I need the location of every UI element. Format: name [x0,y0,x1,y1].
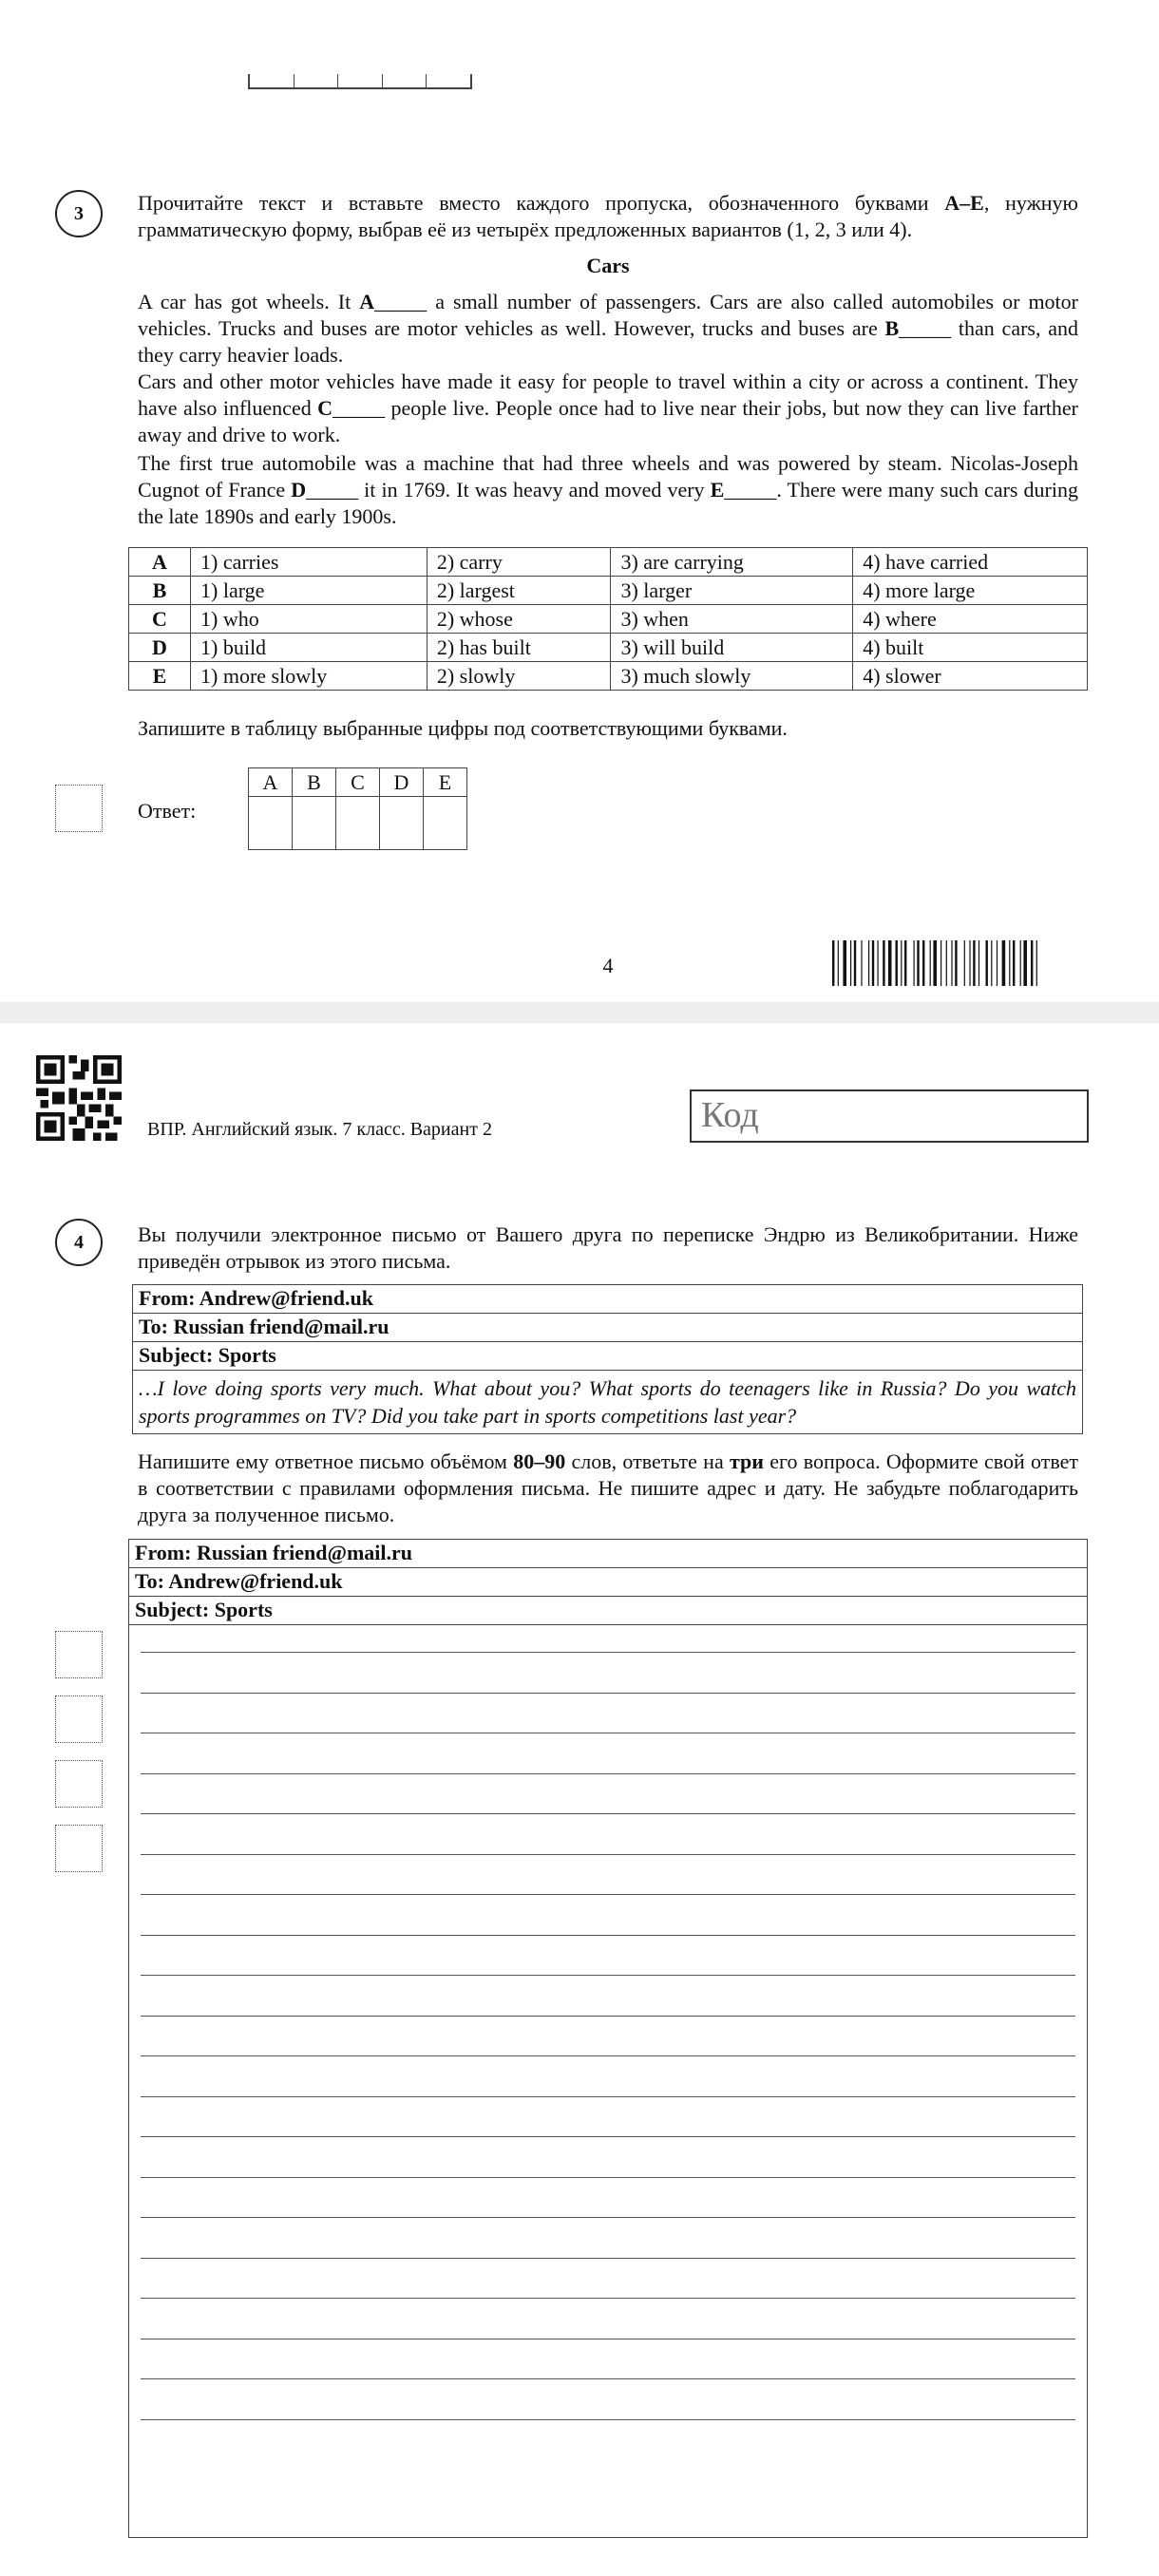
row-letter: C [129,605,191,634]
task-intro: Вы получили электронное письмо от Вашего друга по переписке Эндрю из Великобритании. Ниже приведён отрывок из этого письма. [138,1222,1078,1273]
score-box-2 [55,1695,103,1743]
answer-table [248,767,467,850]
gap-letter-a: A [359,290,375,313]
task-instruction [138,190,1078,243]
reply-writing-area[interactable] [129,1623,1087,2537]
option-2: 2) has built [427,634,611,662]
option-1: 1) large [191,577,428,605]
answer-header-e: E [424,768,467,797]
option-2: 2) whose [427,605,611,634]
qr-code-icon [36,1055,122,1141]
text-fragment: _____ than cars, and they carry heavier loads. [138,316,1078,367]
gap-letter-c: C [317,396,333,420]
writing-line [141,2217,1075,2218]
writing-line [141,1773,1075,1774]
options-row-d [129,634,1088,662]
page-4 [0,0,1159,1002]
option-4: 4) have carried [853,548,1088,577]
row-letter: A [129,548,191,577]
letter-from: From: Andrew@friend.uk [133,1285,1082,1314]
task-number-circle [55,1219,103,1266]
writing-line [141,1894,1075,1895]
answer-header-a: A [249,768,293,797]
friend-letter [132,1284,1083,1434]
header-text: ВПР. Английский язык. 7 класс. Вариант 2 [147,1119,492,1140]
answer-header-d: D [380,768,424,797]
score-box-3 [55,1760,103,1808]
row-letter: B [129,577,191,605]
writing-line [141,1652,1075,1653]
answer-cell-e[interactable] [424,797,467,850]
writing-line [141,2016,1075,2017]
option-4: 4) more large [853,577,1088,605]
code-label: Код [701,1095,759,1135]
options-table [128,547,1088,691]
gap-letter-d: D [291,478,307,502]
writing-line [141,1975,1075,1976]
task-number-circle [55,190,103,237]
text-fragment: _____ people live. People once had to live near their jobs, but now they can live farther away and drive to work. [138,396,1079,446]
text-fragment: A car has got wheels. It [138,290,360,313]
task-text: его вопроса. Оформите свой ответ в соответствии с правилами оформления письма. Не пишите адрес и дату. Не забудьте поблагодарить друга за полученное письмо. [138,1449,1078,1526]
row-letter: E [129,662,191,691]
text-fragment: The first true automobile was a machine that had three wheels and was powered by steam. Nicolas-Joseph Cugnot of France [138,451,1078,502]
text-fragment: _____. There were many such cars during the late 1890s and early 1900s. [138,478,1078,528]
text-paragraph-3 [138,450,1078,530]
score-box-1 [55,1631,103,1678]
writing-line [141,1854,1075,1855]
options-row-a [129,548,1088,577]
option-3: 3) much slowly [611,662,853,691]
option-4: 4) built [853,634,1088,662]
options-row-e [129,662,1088,691]
options-row-c [129,605,1088,634]
answer-cell-c[interactable] [336,797,380,850]
option-3: 3) when [611,605,853,634]
gap-letter-e: E [710,478,725,502]
writing-line [141,2055,1075,2056]
option-1: 1) more slowly [191,662,428,691]
score-box-4 [55,1825,103,1872]
writing-line [141,2298,1075,2299]
answer-header-c: C [336,768,380,797]
option-2: 2) largest [427,577,611,605]
letter-subject: Subject: Sports [133,1342,1082,1371]
writing-line [141,2258,1075,2259]
reply-to: To: Andrew@friend.uk [129,1568,1087,1597]
word-count: 80–90 [513,1449,566,1473]
option-1: 1) carries [191,548,428,577]
answer-cell-d[interactable] [380,797,424,850]
row-letter: D [129,634,191,662]
text-paragraph-1 [138,289,1078,369]
writing-line [141,1813,1075,1814]
answer-header-b: B [293,768,336,797]
text-fragment: _____ it in 1769. It was heavy and moved very [306,478,711,502]
reply-letter [128,1539,1088,2538]
answer-header-row [249,768,467,797]
answer-cell-a[interactable] [249,797,293,850]
option-4: 4) slower [853,662,1088,691]
option-3: 3) larger [611,577,853,605]
writing-line [141,2378,1075,2379]
writing-line [141,2136,1075,2137]
option-2: 2) carry [427,548,611,577]
page-separator [0,1002,1159,1023]
gap-letter-b: B [884,316,900,340]
text-fragment: _____ a small number of passengers. Cars are also called automobiles or motor vehicles. Trucks and buses are motor vehicles as well. However, trucks and buses are [138,290,1078,340]
writing-line [141,2419,1075,2420]
writing-line [141,1693,1075,1694]
options-row-b [129,577,1088,605]
reply-subject: Subject: Sports [129,1597,1087,1625]
task-text: слов, ответьте на [565,1449,730,1473]
answer-label: Ответ: [138,799,197,823]
reply-from: From: Russian friend@mail.ru [129,1540,1087,1568]
instruction-letters: A–E [944,191,984,215]
previous-answer-table-fragment [248,74,472,89]
page-number: 4 [602,954,614,977]
task-number: 3 [74,203,84,224]
option-1: 1) who [191,605,428,634]
writing-line [141,1935,1075,1936]
option-1: 1) build [191,634,428,662]
option-3: 3) will build [611,634,853,662]
barcode-icon [832,940,1089,986]
writing-line [141,2096,1075,2097]
code-field[interactable] [690,1089,1089,1143]
page-5 [0,1023,1159,2576]
letter-to: To: Russian friend@mail.ru [133,1314,1082,1342]
answer-input-row [249,797,467,850]
text-title: Cars [586,254,630,277]
instruction-text: Прочитайте текст и вставьте вместо каждого пропуска, обозначенного буквами [138,191,945,215]
option-2: 2) slowly [427,662,611,691]
text-fragment: Cars and other motor vehicles have made it easy for people to travel within a city or across a continent. They have also influenced [138,369,1078,420]
task-instruction [138,1449,1078,1528]
answer-cell-b[interactable] [293,797,336,850]
score-box [55,785,103,832]
question-count: три [729,1449,764,1473]
text-paragraph-2 [138,369,1078,448]
task-text: Напишите ему ответное письмо объёмом [138,1449,514,1473]
option-3: 3) are carrying [611,548,853,577]
option-4: 4) where [853,605,1088,634]
letter-body: …I love doing sports very much. What about you? What sports do teenagers like in Russia? Do you watch sports programmes on TV? Did you take part in sports competitions last year? [139,1376,1076,1428]
writing-line [141,2177,1075,2178]
task-number: 4 [74,1232,84,1253]
instruction-text-end: , нужную грамматическую форму, выбрав её из четырёх предложенных вариантов (1, 2, 3 или 4). [138,191,1078,241]
record-instruction: Запишите в таблицу выбранные цифры под соответствующими буквами. [138,716,788,740]
